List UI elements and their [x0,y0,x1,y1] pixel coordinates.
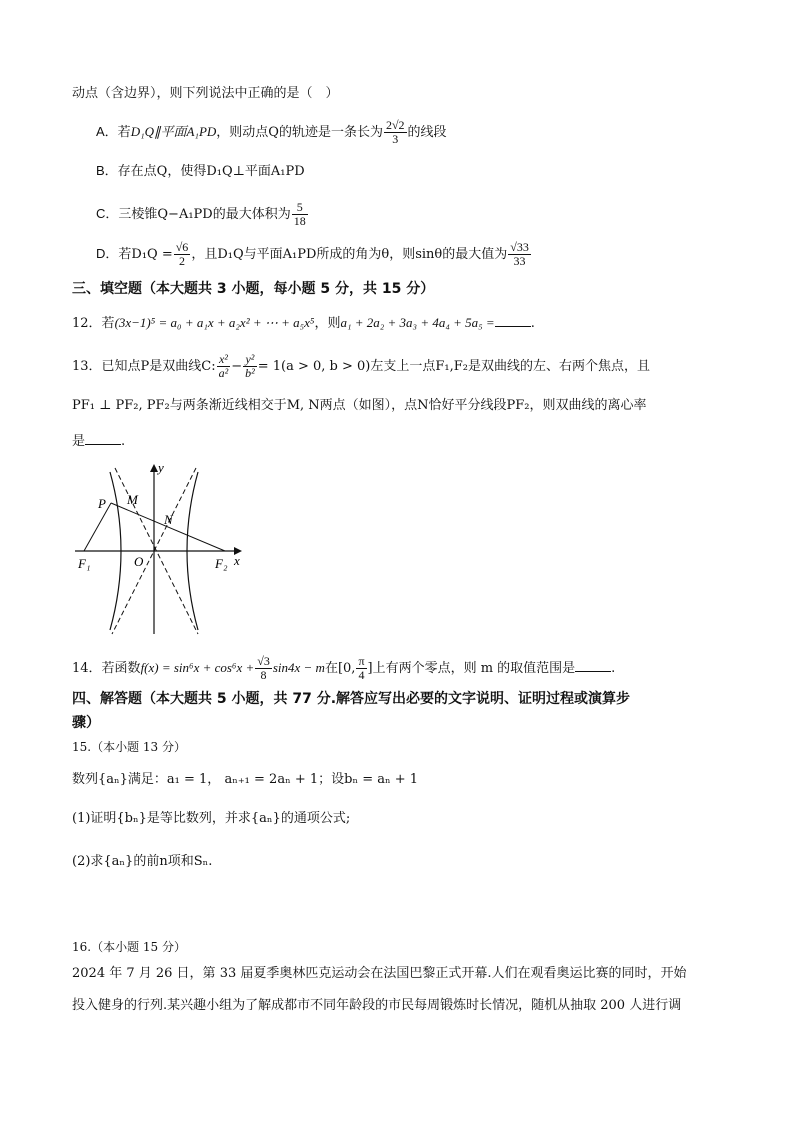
option-letter: A． [96,124,118,139]
q13-line-2: PF₁ ⊥ PF₂, PF₂与两条渐近线相交于M, N两点（如图），点N恰好平分线段PF₂，则双曲线的离心率 [72,398,647,413]
q12 [72,313,535,334]
q13-line-1: 13．已知点P是双曲线C: $\frac{\text{x²}}{\text{a²}}$ − $\frac{\text{y²}}{\text{b²}}$ = 1(a > 0, b > 0)左支上一点F₁,F₂是双曲线的左、右两个焦点，且 [72,352,650,380]
fraction [292,201,308,228]
question-text: ，则 [314,316,341,331]
q13-line-3 [72,432,125,452]
q11-option-a [96,119,447,146]
fraction [255,655,272,682]
fraction [174,241,191,268]
question-text: 若 [101,316,115,331]
question-text: 已知点P是双曲线C: [101,359,216,374]
frac-num: √33 [510,240,529,254]
fraction [384,119,407,146]
question-math: sin4x − m [272,660,325,675]
frac-num: √6 [175,240,189,254]
frac-num: 5 [292,201,308,215]
question-text: ]上有两个零点，则 m 的取值范围是 [367,661,576,676]
question-text: . [530,316,535,331]
question-text: = 1(a > 0, b > 0)左支上一点F₁,F₂是双曲线的左、右两个焦点，且 [257,359,650,374]
section-3-title: 三、填空题（本大题共 3 小题，每小题 5 分，共 15 分） [72,281,435,297]
question-number: 13． [72,359,102,374]
q11-option-d [96,241,532,268]
question-number: 12． [72,316,102,331]
option-text: 若 [117,125,131,140]
q11-stem-tail: 动点（含边界），则下列说法中正确的是（ ） [72,86,339,101]
option-text: ，则动点Q的轨迹是一条长为 [216,125,383,140]
q15-stem: 数列{aₙ}满足：a₁ = 1， aₙ₊₁ = 2aₙ + 1；设bₙ = aₙ + 1 [72,772,419,787]
frac-den: 18 [293,214,306,228]
question-text: 若函数 [101,661,141,676]
q16-header: 16.（本小题 15 分） [72,940,186,954]
fraction [356,655,366,682]
question-math: f(x) = sin⁶x + cos⁶x + [140,660,255,675]
frac-den: 4 [358,668,365,682]
q15-part-2: (2)求{aₙ}的前n项和Sₙ. [72,854,213,869]
question-number: 14． [72,661,102,676]
question-text: . [611,661,616,676]
fraction [243,353,257,380]
label-x: x [234,553,240,568]
frac-den: 3 [392,132,399,146]
question-math: a₁ + 2a₂ + 3a₃ + 4a₄ + 5a₅ = [340,315,495,330]
fraction [217,353,231,380]
frac-num: 2√2 [385,118,405,132]
frac-den: b² [245,366,255,380]
label-o: O [134,554,144,569]
y-axis-arrow [150,464,158,472]
label-f1: F₁ [78,556,91,571]
label-f2: F₂ [215,556,228,571]
fraction [508,241,531,268]
option-text: 若D₁Q = [118,247,173,262]
question-math: (3x−1)⁵ = a₀ + a₁x + a₂x² + ⋯ + a₅x⁵ [114,315,315,330]
frac-den: a² [218,366,229,380]
option-text: 三棱锥Q−A₁PD的最大体积为 [118,207,291,222]
option-math: D₁Q∥平面A₁PD [130,124,217,139]
frac-den: 2 [179,254,186,268]
section-4-title-line-2: 骤） [72,715,100,731]
frac-den: 8 [260,668,267,682]
label-y: y [158,460,164,475]
label-n: N [164,512,173,527]
option-letter: B． [96,163,118,178]
option-text: ，且D₁Q与平面A₁PD所成的角为θ，则sinθ的最大值为 [191,247,508,262]
q15-part-1: (1)证明{bₙ}是等比数列，并求{aₙ}的通项公式; [72,811,351,826]
frac-num: √3 [257,654,270,668]
frac-num: π [358,654,365,668]
q11-option-c [96,201,309,228]
frac-num: x² [217,353,231,367]
frac-den: 33 [513,254,526,268]
frac-num: y² [243,353,257,367]
hyperbola-figure [70,458,250,640]
section-4-title-line-1: 四、解答题（本大题共 5 小题，共 77 分.解答应写出必要的文字说明、证明过程或演算步 [72,691,631,707]
q14 [72,655,615,682]
label-m: M [127,492,138,507]
answer-blank[interactable] [85,432,121,445]
label-p: P [98,496,106,511]
option-text: 的线段 [407,125,447,140]
q11-option-b [96,161,305,182]
option-letter: D． [96,246,119,261]
answer-blank[interactable] [575,659,611,672]
q16-line-2: 投入健身的行列.某兴趣小组为了解成都市不同年龄段的市民每周锻炼时长情况，随机从抽取 200 人进行调 [72,998,682,1013]
question-text: 是 [72,434,86,449]
segment-pf2 [111,503,225,551]
q15-header: 15.（本小题 13 分） [72,740,186,754]
question-text: 在[0, [324,661,356,676]
answer-blank[interactable] [495,314,531,327]
option-text: 存在点Q，使得D₁Q⊥平面A₁PD [117,164,305,179]
option-letter: C． [96,206,119,221]
q16-line-1: 2024 年 7 月 26 日，第 33 届夏季奥林匹克运动会在法国巴黎正式开幕.人们在观看奥运比赛的同时，开始 [72,966,687,981]
question-text: . [121,434,126,449]
